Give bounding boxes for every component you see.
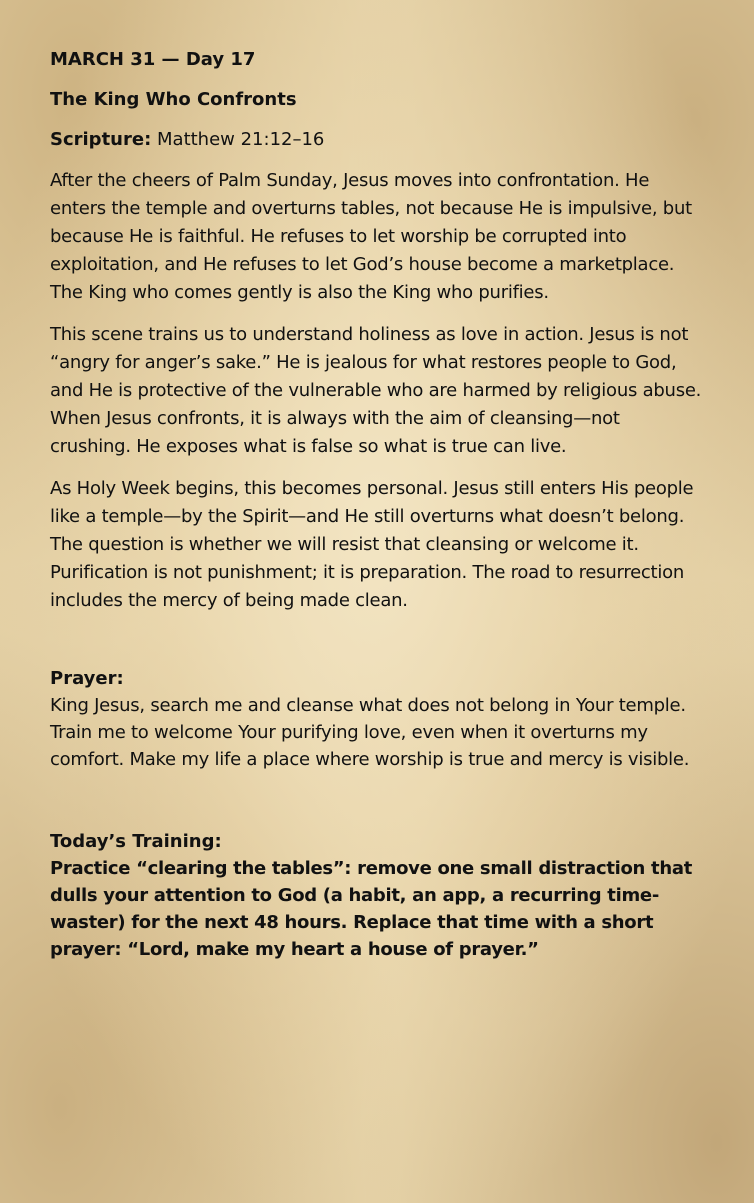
training-section bbox=[50, 828, 705, 963]
devotional-title: The King Who Confronts bbox=[50, 89, 297, 110]
prayer-heading: Prayer: bbox=[50, 668, 124, 689]
training-heading: Today’s Training: bbox=[50, 831, 222, 852]
body-paragraph-1: After the cheers of Palm Sunday, Jesus moves into confrontation. He enters the temple and overturns tables, not because He is impulsive, but because He is faithful. He refuses to let worship be corrupted into exploitation, and He refuses to let God’s house become a marketplace. The King who comes gently is also the King who purifies. bbox=[50, 170, 692, 303]
prayer-text: King Jesus, search me and cleanse what does not belong in Your temple. Train me to welcome Your purifying love, even when it overturns my comfort. Make my life a place where worship is true and mercy is visible. bbox=[50, 695, 690, 770]
prayer-section bbox=[50, 665, 705, 773]
training-text: Practice “clearing the tables”: remove one small distraction that dulls your attention to God (a habit, an app, a recurring time-waster) for the next 48 hours. Replace that time with a short prayer: “Lord, make my heart a house of prayer.” bbox=[50, 858, 693, 960]
scripture-reference bbox=[50, 127, 705, 153]
date-line: MARCH 31 — Day 17 bbox=[50, 49, 256, 70]
scripture-label: Scripture: bbox=[50, 129, 152, 150]
scripture-ref: Matthew 21:12–16 bbox=[151, 129, 325, 150]
body-paragraph-3: As Holy Week begins, this becomes personal. Jesus still enters His people like a temple—by the Spirit—and He still overturns what doesn’t belong. The question is whether we will resist that cleansing or welcome it. Purification is not punishment; it is preparation. The road to resurrection includes the mercy of being made clean. bbox=[50, 478, 694, 611]
body-paragraph-2: This scene trains us to understand holiness as love in action. Jesus is not “angry for anger’s sake.” He is jealous for what restores people to God, and He is protective of the vulnerable who are harmed by religious abuse. When Jesus confronts, it is always with the aim of cleansing—not crushing. He exposes what is false so what is true can live. bbox=[50, 324, 702, 457]
devotional-content bbox=[50, 47, 705, 963]
